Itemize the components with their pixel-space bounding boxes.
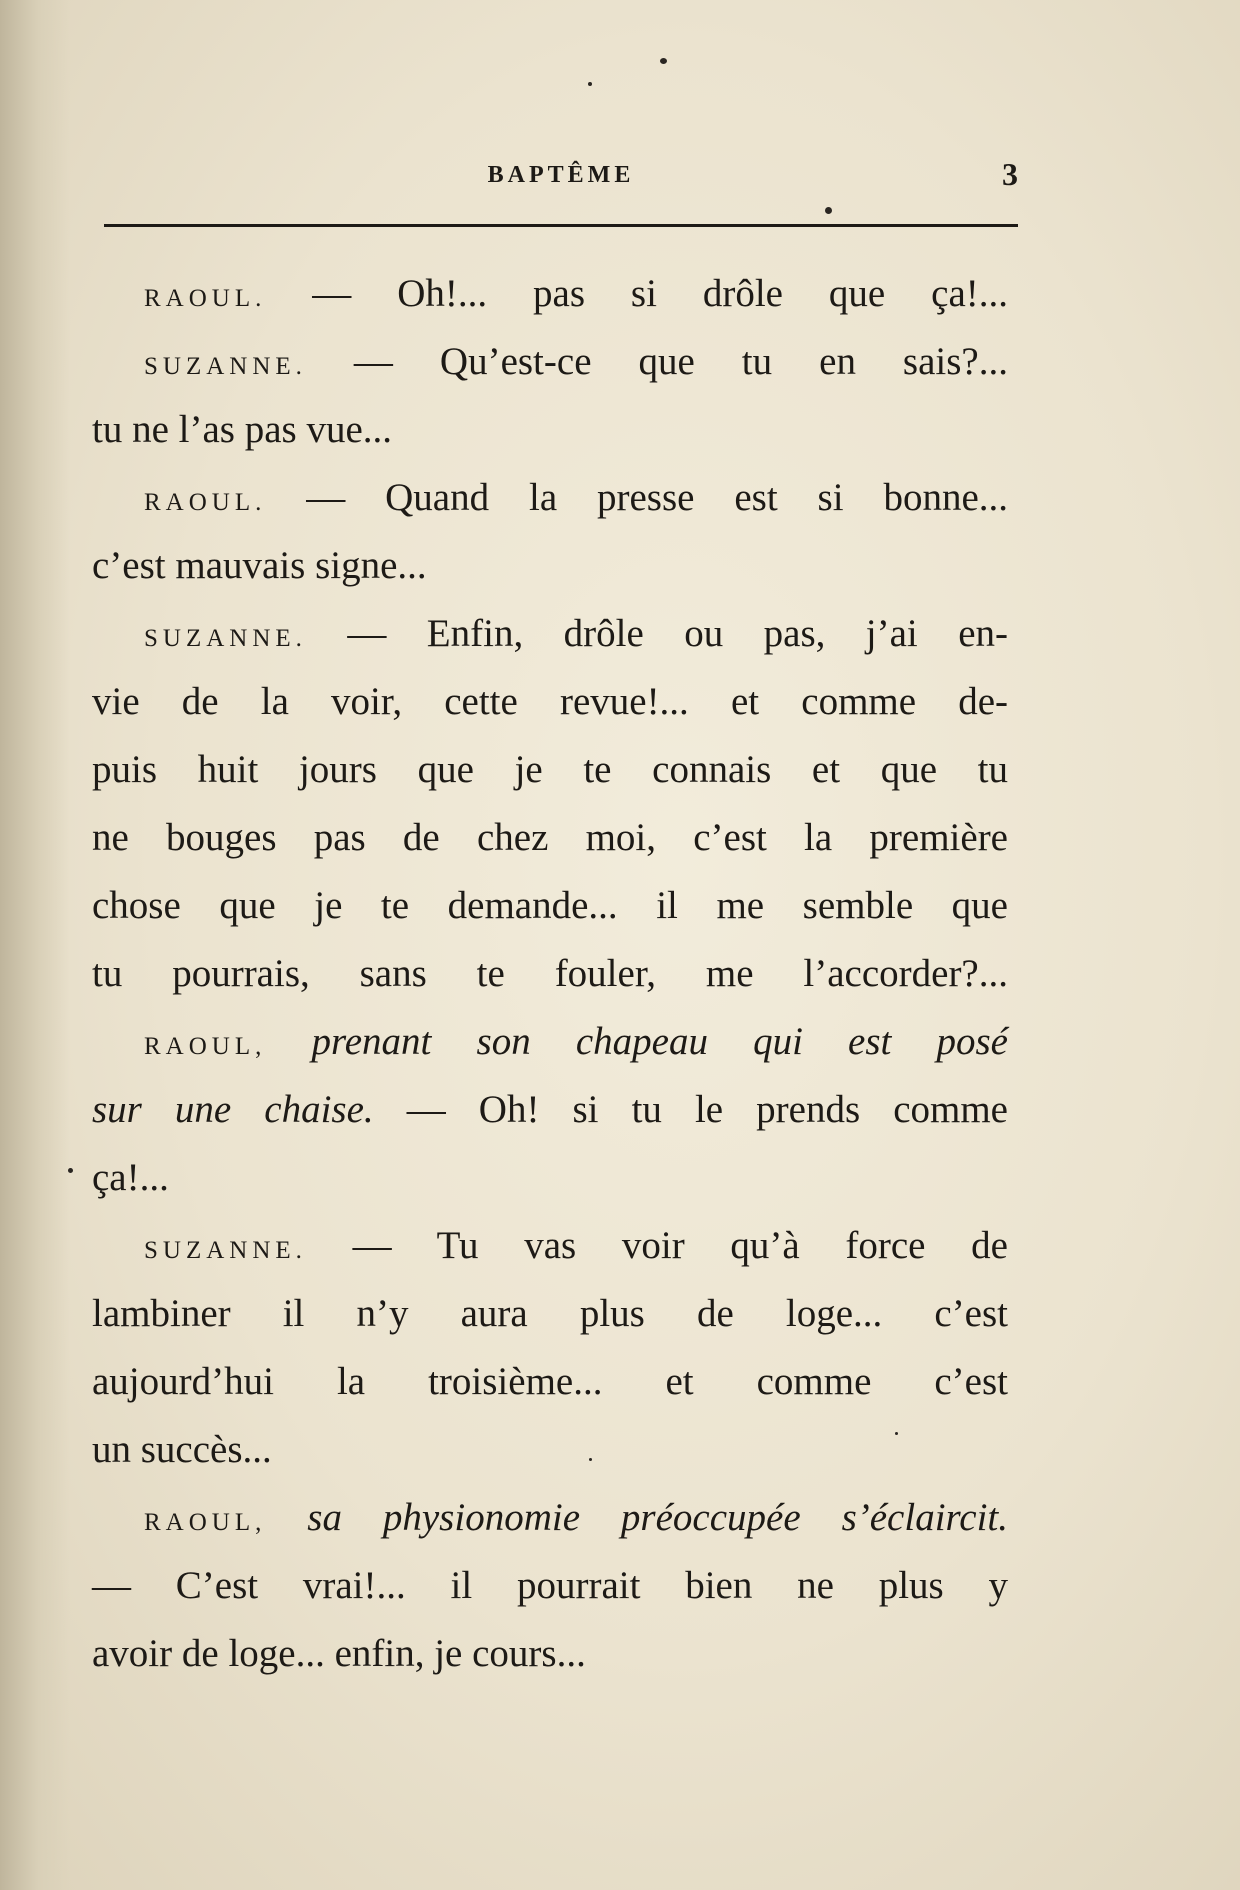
speaker-name: RAOUL. [144,285,267,312]
text-line [92,1212,1008,1280]
line-text: tu pourrais, sans te fouler, me l’accorder?... [92,952,1008,995]
page-number: 3 [1002,156,1018,192]
line-text: ça!... [92,1156,169,1199]
stage-direction: sa physionomie préoccupée s’éclaircit. [307,1496,1008,1539]
text-line [92,532,1008,600]
stage-direction: sur une chaise. [92,1088,374,1131]
text-line [92,1144,1008,1212]
line-text: chose que je te demande... il me semble que [92,884,1008,927]
running-title: BAPTÊME [487,162,635,188]
line-text: avoir de loge... enfin, je cours... [92,1632,586,1675]
text-line [92,1416,1008,1484]
ink-speck [660,58,667,64]
text-line [92,804,1008,872]
line-text: un succès... [92,1428,272,1471]
text-line [92,1008,1008,1076]
line-text: — Qu’est-ce que tu en sais?... [353,340,1008,383]
ink-speck [825,207,832,214]
text-line [92,1348,1008,1416]
line-text: — Enfin, drôle ou pas, j’ai en- [347,612,1009,655]
stage-direction: prenant son chapeau qui est posé [311,1020,1008,1063]
text-line [92,668,1008,736]
header-rule [104,224,1018,227]
speaker-name: SUZANNE. [144,1237,307,1264]
line-text: — Oh!... pas si drôle que ça!... [312,272,1009,315]
speaker-name: SUZANNE. [144,353,307,380]
line-text: puis huit jours que je te connais et que tu [92,748,1008,791]
ink-speck [68,1168,73,1173]
text-line [92,872,1008,940]
text-line [92,260,1008,328]
text-line [92,736,1008,804]
line-text: — Oh! si tu le prends comme [406,1088,1008,1131]
dialogue-text [92,260,1008,1688]
speaker-name: RAOUL. [144,489,267,516]
running-head [104,156,1018,196]
line-text: — C’est vrai!... il pourrait bien ne plus y [92,1564,1008,1607]
line-text: ne bouges pas de chez moi, c’est la première [92,816,1008,859]
text-line [92,396,1008,464]
speaker-name: SUZANNE. [144,625,307,652]
line-text: aujourd’hui la troisième... et comme c’est [92,1360,1008,1403]
line-text: — Tu vas voir qu’à force de [352,1224,1008,1267]
line-text: lambiner il n’y aura plus de loge... c’est [92,1292,1008,1335]
text-line [92,1552,1008,1620]
speaker-name: RAOUL, [144,1509,267,1536]
page-gutter-shadow [0,0,70,1890]
ink-speck [588,82,592,86]
line-text: tu ne l’as pas vue... [92,408,393,451]
text-line [92,1076,1008,1144]
text-line [92,328,1008,396]
text-line [92,1484,1008,1552]
line-text: c’est mauvais signe... [92,544,427,587]
text-line [92,940,1008,1008]
text-line [92,600,1008,668]
text-line [92,464,1008,532]
text-line [92,1280,1008,1348]
line-text: — Quand la presse est si bonne... [306,476,1009,519]
line-text: vie de la voir, cette revue!... et comme de- [92,680,1008,723]
text-line [92,1620,1008,1688]
speaker-name: RAOUL, [144,1033,267,1060]
